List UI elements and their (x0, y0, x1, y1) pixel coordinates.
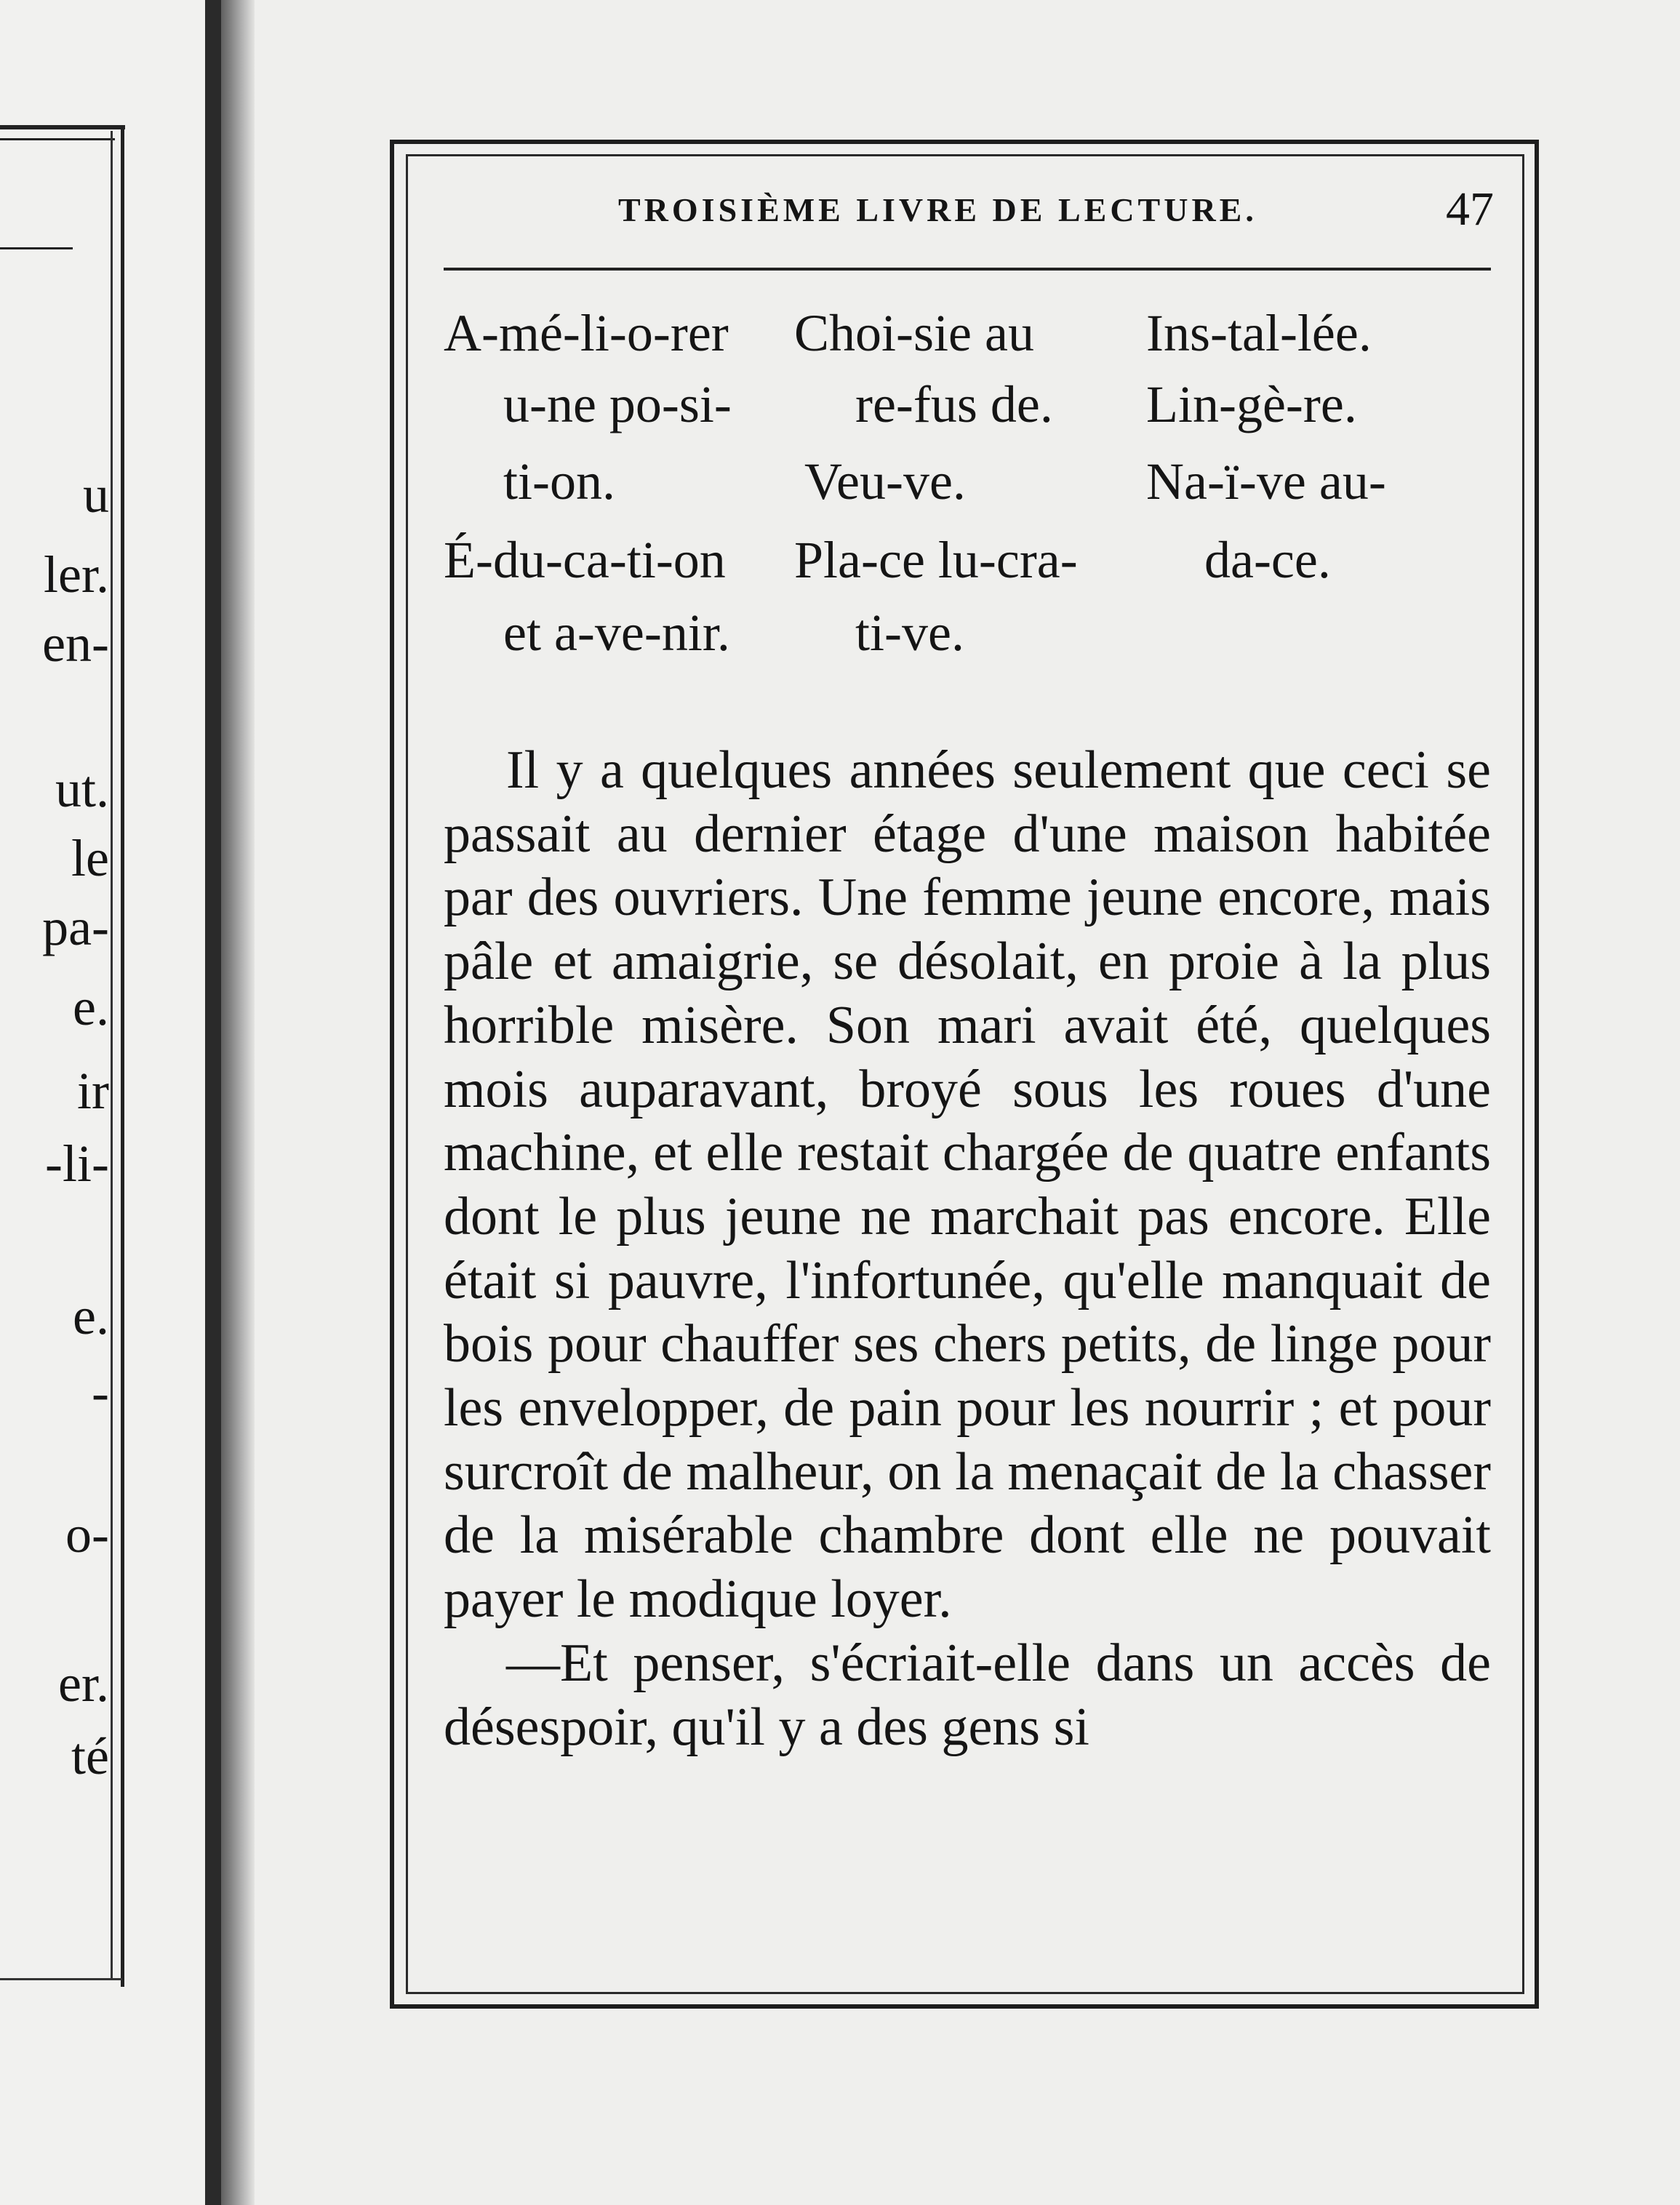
left-frame-bottom-rule (0, 1978, 122, 1980)
left-fragment: pa- (42, 898, 109, 956)
left-fragment: e. (73, 978, 109, 1036)
left-frame-outer-rule (121, 125, 124, 1987)
vocab-word: re-fus de. (855, 375, 1053, 433)
left-frame-top-inner-rule (0, 138, 115, 140)
passage-paragraph: —Et penser, s'écriait-elle dans un accès de désespoir, qu'il y a des gens si (444, 1633, 1491, 1757)
vocab-word: Na-ï-ve au- (1146, 452, 1386, 511)
left-fragment: er. (58, 1654, 109, 1713)
left-frame-top-rule (0, 125, 125, 129)
vocab-word: et a-ve-nir. (503, 604, 730, 662)
left-fragment: u (83, 465, 109, 524)
left-page-fragment (0, 0, 211, 2205)
vocab-word: Ins-tal-lée. (1146, 304, 1372, 362)
vocab-word: Lin-gè-re. (1146, 375, 1357, 433)
left-fragment: e. (73, 1287, 109, 1345)
vocab-word: Choi-sie au (794, 304, 1034, 362)
left-fragment: - (92, 1364, 109, 1422)
left-fragment: le (71, 829, 109, 887)
left-fragment: té (71, 1727, 109, 1785)
vocab-word: u-ne po-si- (503, 375, 732, 433)
vocab-word: ti-ve. (855, 604, 964, 662)
left-fragment: ut. (55, 760, 109, 818)
vocab-word: A-mé-li-o-rer (444, 304, 729, 362)
vocab-word: É-du-ca-ti-on (444, 531, 726, 589)
vocab-word: ti-on. (503, 452, 615, 511)
left-fragment: o- (65, 1505, 109, 1564)
left-fragment: ler. (44, 545, 109, 604)
running-head: TROISIÈME LIVRE DE LECTURE. (618, 191, 1257, 228)
left-fragment: en- (42, 615, 109, 673)
page-number: 47 (1446, 183, 1494, 236)
left-head-rule (0, 247, 73, 249)
left-frame-inner-rule (111, 131, 113, 1978)
book-gutter-shadow (205, 0, 221, 2205)
passage-paragraph: Il y a quelques années seulement que ceci se passait au dernier étage d'une maison habitée par des ouvriers. Une femme jeune encore, mais pâle et amaigrie, se désolait, en proie à la plus horrible misère. Son mari avait été, quelques mois auparavant, broyé sous les roues d'une machine, et elle restait chargée de quatre enfants dont le plus jeune ne marchait pas encore. Elle était si pauvre, l'infortunée, qu'elle manquait de bois pour chauffer ses chers petits, de linge pour les envelopper, de pain pour les nourrir ; et pour surcroît de malheur, on la menaçait de la chasser de la misérable chambre dont elle ne pouvait payer le modique loyer. (444, 740, 1491, 1630)
left-fragment: -li- (45, 1134, 109, 1193)
vocab-word: da-ce. (1204, 531, 1331, 589)
left-fragment: ir (77, 1062, 109, 1120)
reading-passage (444, 739, 1491, 1759)
vocab-word: Veu-ve. (804, 452, 966, 511)
vocab-word: Pla-ce lu-cra- (794, 531, 1078, 589)
head-rule (444, 268, 1491, 271)
